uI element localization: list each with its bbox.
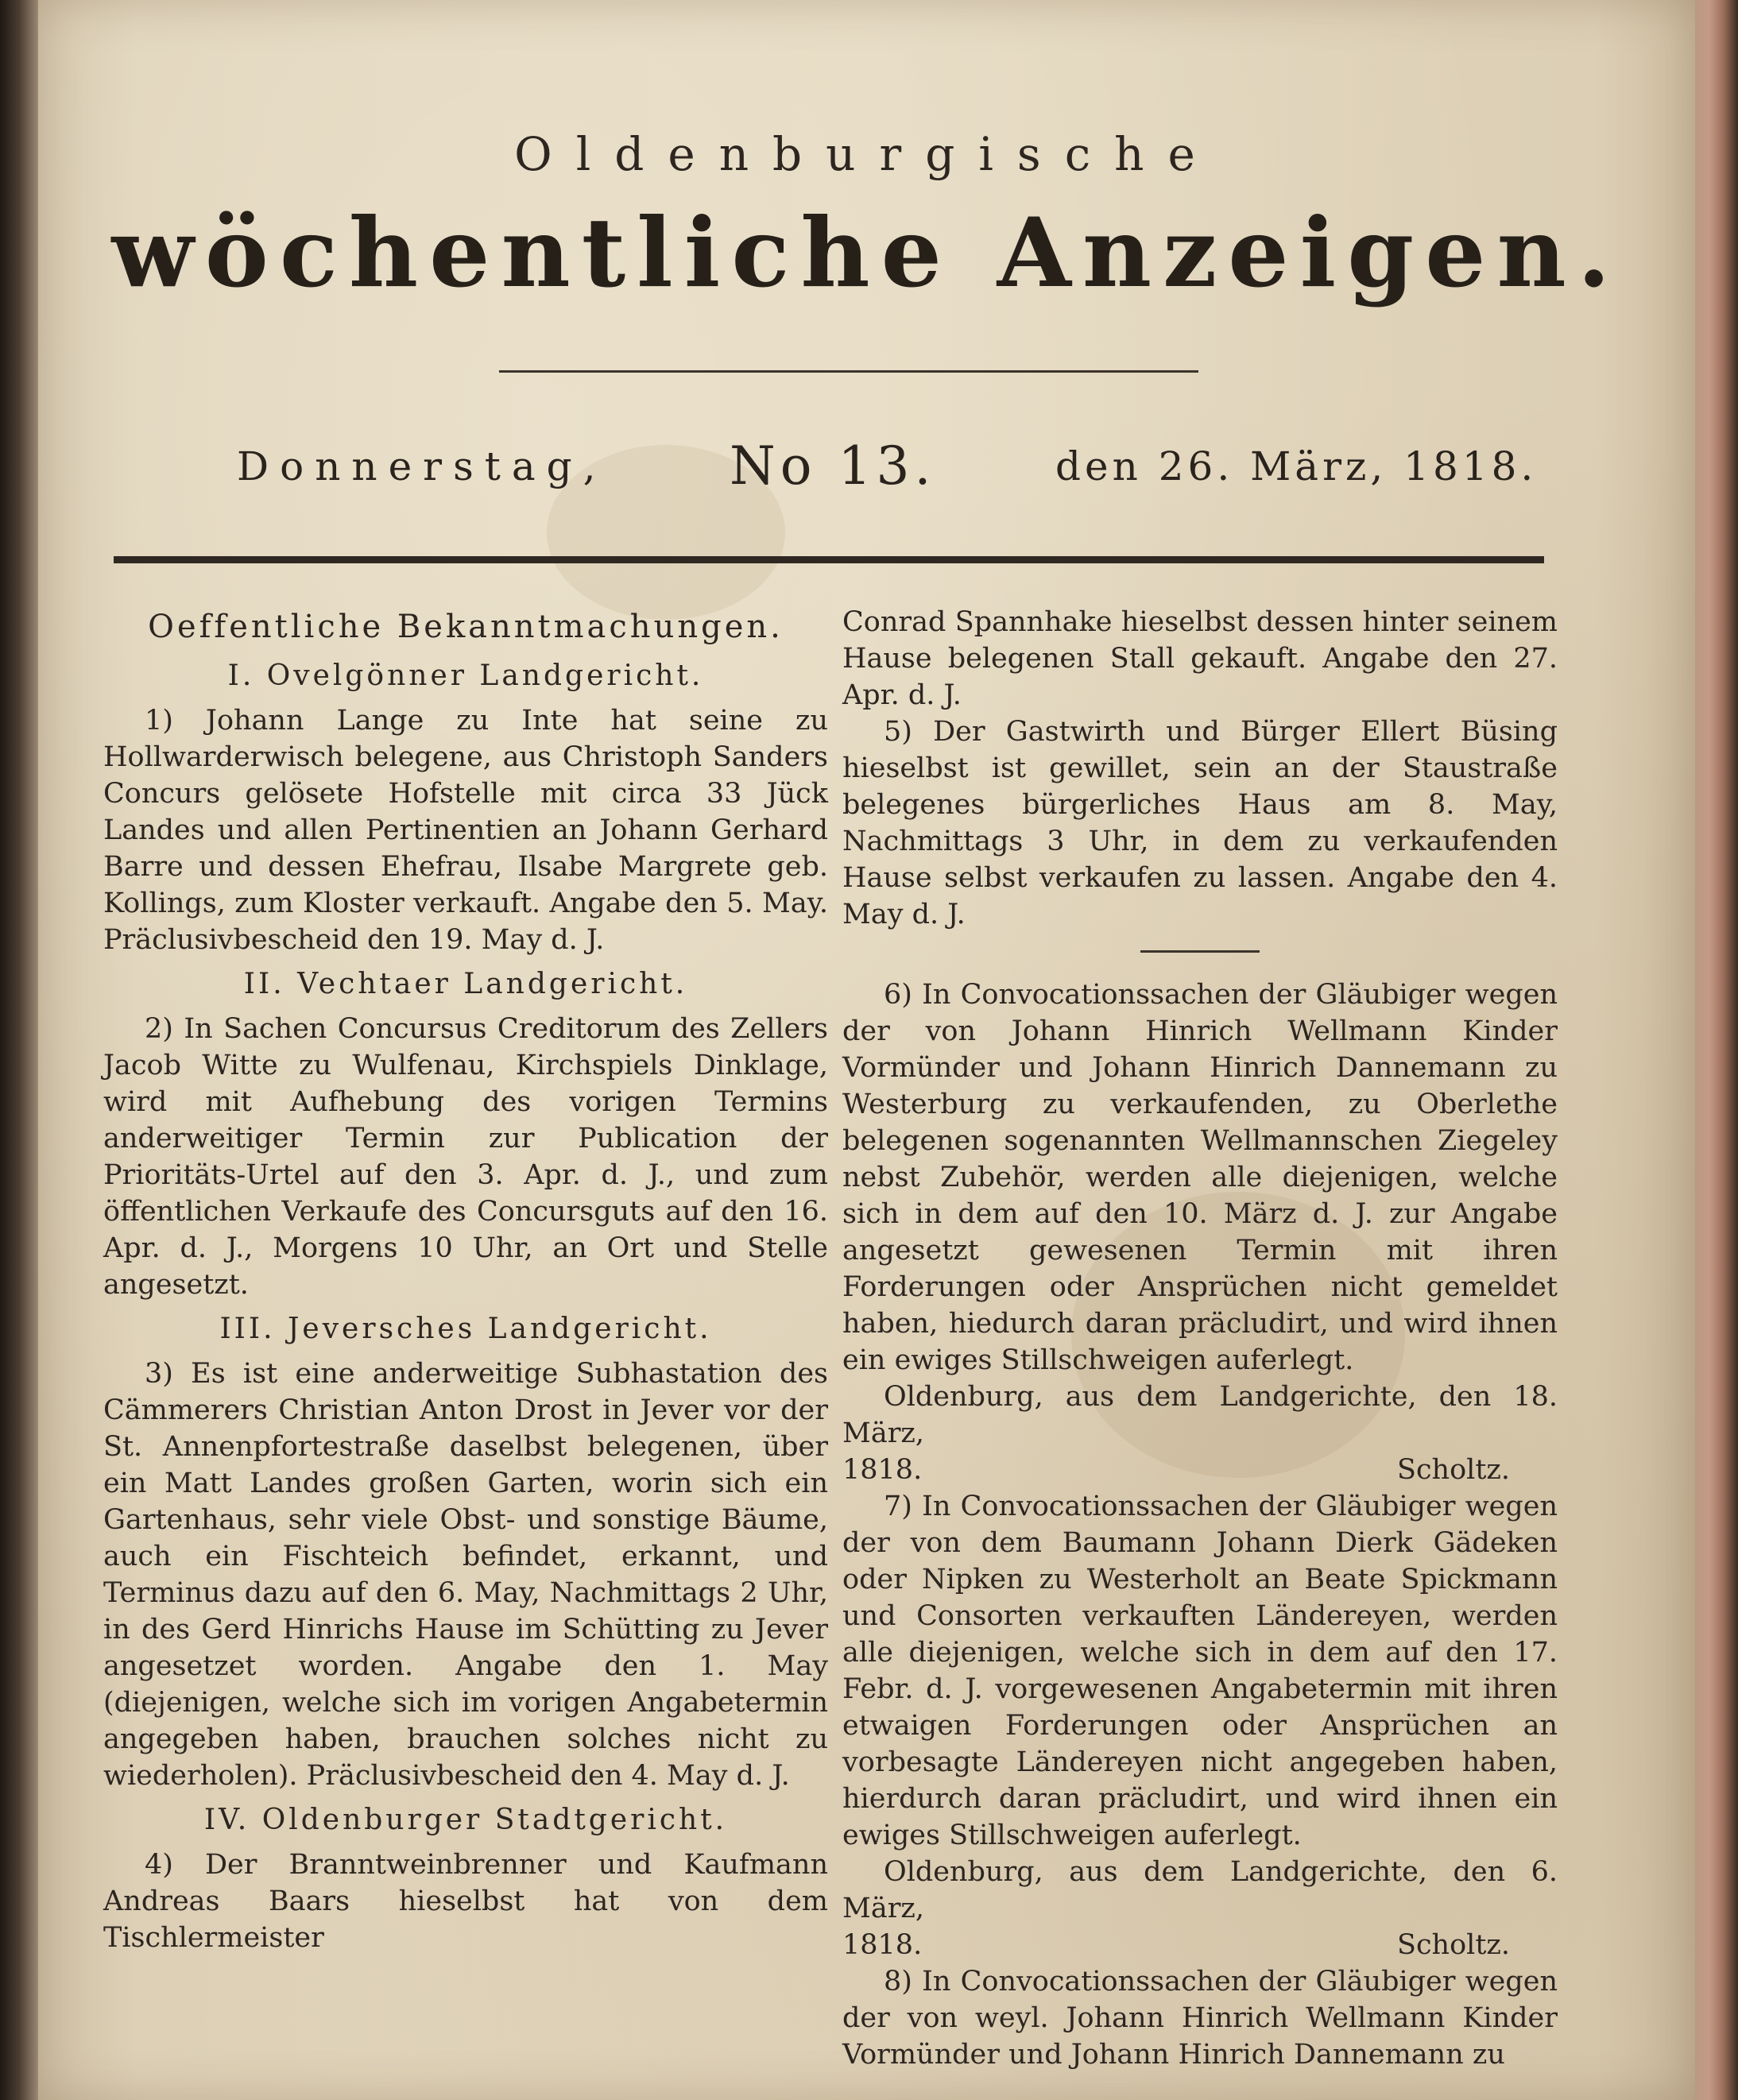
masthead-divider	[499, 370, 1198, 373]
signature-row	[842, 1927, 1558, 1963]
notice-paragraph: 8) In Convocationssachen der Gläubiger wegen der von weyl. Johann Hinrich Wellmann Kinder Vormünder und Johann Hinrich Dannemann zu	[842, 1966, 1558, 2071]
right-column	[842, 604, 1558, 2073]
signature-place-date: Oldenburg, aus dem Landgerichte, den 18. März,	[842, 1381, 1558, 1449]
issue-weekday: Donnerstag,	[237, 443, 607, 489]
signature-year: 1818.	[842, 1454, 923, 1486]
notice-paragraph: 5) Der Gastwirth und Bürger Ellert Büsing hieselbst ist gewillet, sein an der Staustraße belegenes bürgerliches Haus am 8. May, Nachmittags 3 Uhr, in dem zu verkaufenden Hause selbst verkaufen zu lassen. Angabe den 4. May d. J.	[842, 716, 1558, 930]
section-title: IV. Oldenburger Stadtgericht.	[203, 1804, 728, 1836]
signature-name: Scholtz.	[1396, 1454, 1510, 1486]
section-title: II. Vechtaer Landgericht.	[243, 968, 688, 1000]
section-title: III. Jeversches Landgericht.	[219, 1313, 712, 1345]
signature-place-date: Oldenburg, aus dem Landgerichte, den 6. März,	[842, 1856, 1558, 1924]
notice-paragraph: 1) Johann Lange zu Inte hat seine zu Hollwarderwisch belegene, aus Christoph Sanders Concurs gelösete Hofstelle mit circa 33 Jück Landes und allen Pertinentien an Johann Gerhard Barre und dessen Ehefrau, Ilsabe Margrete geb. Kollings, zum Kloster verkauft. Angabe den 5. May. Präclusivbescheid den 19. May d. J.	[103, 705, 828, 956]
section-divider	[1140, 950, 1260, 953]
signature-name: Scholtz.	[1396, 1929, 1510, 1961]
masthead-top-line: Oldenburgische	[514, 127, 1219, 181]
notice-paragraph: 2) In Sachen Concursus Creditorum des Zellers Jacob Witte zu Wulfenau, Kirchspiels Dinklage, wird mit Aufhebung des vorigen Termins anderweitiger Termin zur Publication der Prioritäts-Urtel auf den 3. Apr. d. J., und zum öffentlichen Verkaufe des Concursguts auf den 16. Apr. d. J., Morgens 10 Uhr, an Ort und Stelle angesetzt.	[103, 1013, 828, 1301]
notice-paragraph: 6) In Convocationssachen der Gläubiger wegen der von Johann Hinrich Wellmann Kinder Vormünder und Johann Hinrich Dannemann zu Westerburg zu verkaufenden, zu Oberlethe belegenen sogenannten Wellmannschen Ziegeley nebst Zubehör, werden alle diejenigen, welche sich in dem auf den 10. März d. J. zur Angabe angesetzt gewesenen Termin mit ihren Forderungen oder Ansprüchen nicht gemeldet haben, hiedurch daran präcludirt, und wird ihnen ein ewiges Stillschweigen auferlegt.	[842, 979, 1558, 1376]
notice-paragraph: 3) Es ist eine anderweitige Subhastation des Cämmerers Christian Anton Drost in Jever vor der St. Annenpfortestraße daselbst belegenen, über ein Matt Landes großen Garten, worin sich ein Gartenhaus, sehr viele Obst- und sonstige Bäume, auch ein Fischteich befindet, erkannt, und Terminus dazu auf den 6. May, Nachmittags 2 Uhr, in des Gerd Hinrichs Hause im Schütting zu Jever angesetzet worden. Angabe den 1. May (diejenigen, welche sich im vorigen Angabetermin angegeben haben, brauchen solches nicht zu wiederholen). Präclusivbescheid den 4. May d. J.	[103, 1358, 828, 1792]
column-heading: Oeffentliche Bekanntmachungen.	[148, 609, 784, 645]
header-rule	[114, 556, 1544, 563]
issue-date: den 26. März, 1818.	[1055, 443, 1538, 489]
page-fore-edge	[1690, 0, 1738, 2100]
notice-paragraph: Conrad Spannhake hieselbst dessen hinter seinem Hause belegenen Stall gekauft. Angabe den 27. Apr. d. J.	[842, 606, 1558, 711]
notice-paragraph: 7) In Convocationssachen der Gläubiger wegen der von dem Baumann Johann Dierk Gädeken oder Nipken zu Westerholt an Beate Spickmann und Consorten verkauften Ländereyen, werden alle diejenigen, welche sich in dem auf den 17. Febr. d. J. vorgewesenen Angabetermin mit ihren etwaigen Forderungen oder Ansprüchen an vorbesagte Ländereyen nicht angegeben haben, hierdurch daran präcludirt, und wird ihnen ein ewiges Stillschweigen auferlegt.	[842, 1491, 1558, 1851]
section-title: I. Ovelgönner Landgericht.	[227, 659, 704, 692]
signature-year: 1818.	[842, 1929, 923, 1961]
signature-row	[842, 1452, 1558, 1488]
notice-paragraph: 4) Der Branntweinbrenner und Kaufmann Andreas Baars hieselbst hat von dem Tischlermeister	[103, 1849, 828, 1954]
newspaper-page	[38, 0, 1695, 2100]
issue-number: No 13.	[730, 435, 936, 497]
left-column	[103, 604, 828, 1956]
masthead-title: wöchentliche Anzeigen.	[111, 197, 1622, 309]
